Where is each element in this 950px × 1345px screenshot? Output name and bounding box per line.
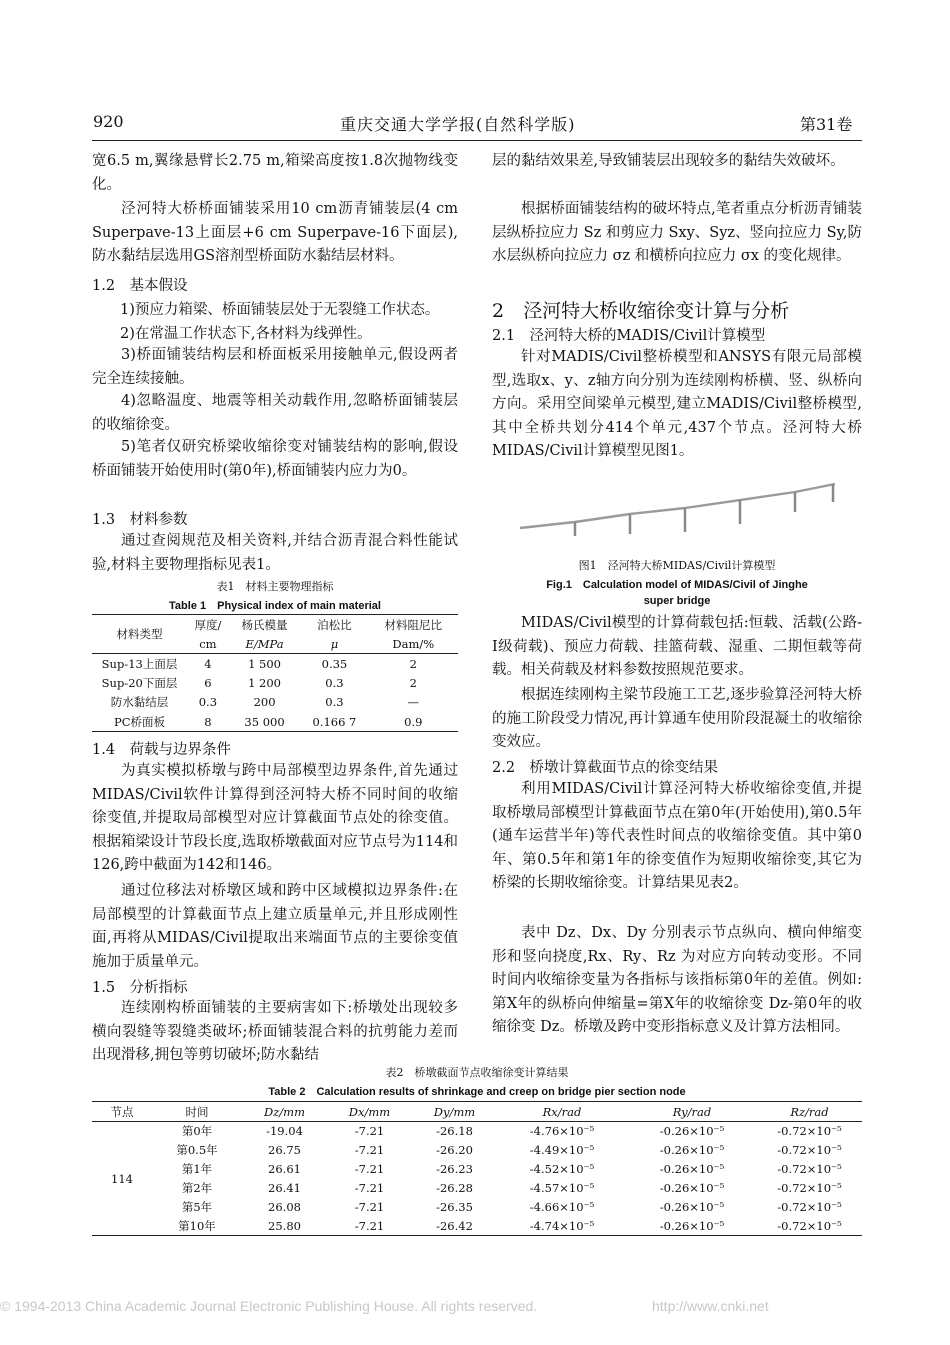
table2-cell: -26.28 bbox=[436, 1181, 473, 1195]
figure1-caption-en: Fig.1 Calculation model of MIDAS/Civil of Jinghe bbox=[546, 579, 808, 591]
table1-header: 厚度/ bbox=[194, 617, 222, 632]
table2-cell: -4.74×10⁻⁵ bbox=[529, 1218, 595, 1233]
table2-cell: -4.76×10⁻⁵ bbox=[529, 1124, 595, 1139]
table1-caption-en: Table 1 Physical index of main material bbox=[169, 600, 381, 612]
table1-cell: Sup-20下面层 bbox=[101, 675, 178, 690]
table2-cell: -7.21 bbox=[354, 1200, 385, 1214]
table2-header: 时间 bbox=[185, 1104, 209, 1119]
table1-cell: PC桥面板 bbox=[113, 714, 166, 729]
table1-header: 材料类型 bbox=[92, 615, 187, 654]
section-2-1-heading: 2.1 泾河特大桥的MADIS/Civil计算模型 bbox=[492, 328, 766, 344]
table2-cell: -0.72×10⁻⁵ bbox=[777, 1218, 842, 1233]
table2-row bbox=[92, 1160, 862, 1179]
table2-header: Dz/mm bbox=[264, 1104, 305, 1119]
bridge-girder bbox=[520, 484, 835, 528]
table2-cell: -0.26×10⁻⁵ bbox=[659, 1218, 725, 1233]
table2-caption-cn: 表2 桥墩截面节点收缩徐变计算结果 bbox=[385, 1066, 569, 1079]
table1-cell: 8 bbox=[204, 714, 212, 729]
table1-row bbox=[92, 673, 458, 693]
table1-cell: 1 500 bbox=[248, 656, 281, 671]
table2-cell: 26.41 bbox=[268, 1181, 301, 1195]
assumption-4: 4)忽略温度、地震等相关动载作用,忽略桥面铺装层的收缩徐变。 bbox=[92, 393, 458, 433]
assumption-1: 1)预应力箱梁、桥面铺装层处于无裂缝工作状态。 bbox=[120, 302, 440, 318]
model-para: 针对MADIS/Civil整桥模型和ANSYS有限元局部模型,选取x、y、z轴方向分别为连续刚构桥横、竖、纵桥向方向。采用空间梁单元模型,建立MADIS/Civil整桥模型,其中全桥共划分414个单元,437个节点。泾河特大桥MIDAS/Civil计算模型见图1。 bbox=[492, 349, 862, 460]
table2-cell: -4.57×10⁻⁵ bbox=[529, 1181, 595, 1195]
analysis-para: 连续刚构桥面铺装的主要病害如下:桥墩处出现较多横向裂缝等裂缝类破坏;桥面铺装混合料的抗剪能力差而出现滑移,拥包等剪切破坏;防水黏结 bbox=[92, 1000, 458, 1064]
right-para-0: 层的黏结效果差,导致铺装层出现较多的黏结失效破坏。 bbox=[492, 153, 845, 169]
table2-cell: -7.21 bbox=[354, 1124, 385, 1139]
table2-row bbox=[92, 1198, 862, 1217]
section-2-2-heading: 2.2 桥墩计算截面节点的徐变结果 bbox=[492, 760, 719, 776]
table1-cell: 0.166 7 bbox=[312, 714, 357, 729]
table2-cell: -19.04 bbox=[266, 1124, 303, 1139]
table2-row bbox=[92, 1141, 862, 1160]
table2-header: Rz/rad bbox=[790, 1104, 829, 1119]
table1-header-unit: cm bbox=[199, 636, 217, 651]
boundary-para-1: 为真实模拟桥墩与跨中局部模型边界条件,首先通过MIDAS/Civil软件计算得到泾河特大桥不同时间的收缩徐变值,并提取局部模型对应计算截面节点处的徐变值。根据箱梁设计节段长度,选取桥墩截面对应节点号为114和126,跨中截面为142和146。 bbox=[92, 763, 458, 874]
table2-cell: 第0.5年 bbox=[176, 1143, 218, 1157]
table1-cell: 2 bbox=[409, 656, 417, 671]
figure1-caption-en-2: super bridge bbox=[643, 595, 711, 607]
table1-cell: 防水黏结层 bbox=[110, 695, 169, 710]
assumption-3: 3)桥面铺装结构层和桥面板采用接触单元,假设两者完全连续接触。 bbox=[92, 347, 458, 387]
table1-cell: 0.9 bbox=[404, 714, 423, 729]
left-para-paving: 泾河特大桥桥面铺装采用10 cm沥青铺装层(4 cm Superpave-13上面层+6 cm Superpave-16下面层),防水黏结层选用GS溶剂型桥面防水黏结层材料。 bbox=[92, 201, 458, 265]
table2-cell: -4.66×10⁻⁵ bbox=[529, 1200, 595, 1214]
table2-header: Ry/rad bbox=[672, 1104, 712, 1119]
table2-node-cell: 114 bbox=[111, 1171, 133, 1186]
table1-header: 材料阻尼比 bbox=[384, 617, 443, 632]
materials-para: 通过查阅规范及相关资料,并结合沥青混合料性能试验,材料主要物理指标见表1。 bbox=[92, 533, 458, 573]
table1-cell: — bbox=[407, 695, 420, 710]
table2-row bbox=[92, 1122, 862, 1141]
table2-cell: 25.80 bbox=[268, 1218, 301, 1233]
table2-cell: 第10年 bbox=[178, 1218, 216, 1233]
table1-cell: 4 bbox=[204, 656, 212, 671]
table2-cell: -26.23 bbox=[436, 1162, 473, 1176]
table1-cell: 6 bbox=[204, 675, 212, 690]
table1-header: 杨氏模量 bbox=[241, 617, 288, 632]
bridge-model-figure bbox=[515, 478, 840, 540]
table2-cell: -0.72×10⁻⁵ bbox=[777, 1181, 842, 1195]
table2-header: Dx/mm bbox=[348, 1104, 391, 1119]
table2-header: Rx/rad bbox=[542, 1104, 582, 1119]
table1-cell: 0.35 bbox=[321, 656, 348, 671]
table1-cell: 1 200 bbox=[248, 675, 281, 690]
journal-title: 重庆交通大学学报(自然科学版) bbox=[340, 115, 576, 134]
loads-para: MIDAS/Civil模型的计算荷载包括:恒载、活载(公路-I级荷载)、预应力荷载、挂篮荷载、湿重、二期恒载等荷载。相关荷载及材料参数按照规范要求。 bbox=[492, 615, 862, 679]
definition-para: 表中 Dz、Dx、Dy 分别表示节点纵向、横向伸缩变形和竖向挠度,Rx、Ry、Rz 为对应方向转动变形。不同时间内收缩徐变量为各指标与该指标第0年的差值。例如:第X年的纵桥向伸缩量=第X年的收缩徐变 Dz-第0年的收缩徐变 Dz。桥墩及跨中变形指标意义及计算方法相同。 bbox=[492, 925, 862, 1036]
table2-cell: -0.72×10⁻⁵ bbox=[777, 1200, 842, 1214]
table2-cell: -26.18 bbox=[436, 1124, 473, 1139]
table1-cell: 0.3 bbox=[198, 695, 218, 710]
cnki-url[interactable]: http://www.cnki.net bbox=[652, 1298, 769, 1314]
table1-row bbox=[92, 693, 458, 713]
figure1-caption-cn: 图1 泾河特大桥MIDAS/Civil计算模型 bbox=[578, 559, 776, 572]
table2-cell: -7.21 bbox=[354, 1162, 385, 1176]
table2-cell: -0.26×10⁻⁵ bbox=[659, 1162, 725, 1176]
table1-cell: 0.3 bbox=[325, 675, 344, 690]
table1 bbox=[92, 614, 458, 732]
table1-row bbox=[92, 712, 458, 732]
table1-cell: 0.3 bbox=[325, 695, 344, 710]
table2-cell: -7.21 bbox=[354, 1218, 385, 1233]
section-1-4-heading: 1.4 荷载与边界条件 bbox=[92, 742, 232, 758]
header-rule bbox=[92, 140, 862, 141]
table2-cell: -0.26×10⁻⁵ bbox=[659, 1124, 725, 1139]
page-number: 920 bbox=[93, 112, 124, 131]
table2-cell: 26.75 bbox=[268, 1143, 301, 1157]
table2-cell: -7.21 bbox=[354, 1143, 385, 1157]
table2-cell: -0.26×10⁻⁵ bbox=[659, 1200, 725, 1214]
table2-header: 节点 bbox=[110, 1104, 134, 1119]
table2-cell: -26.42 bbox=[436, 1218, 473, 1233]
table2-cell: -26.20 bbox=[436, 1143, 473, 1157]
table2-row bbox=[92, 1217, 862, 1236]
table1-header: 泊松比 bbox=[317, 617, 352, 632]
volume-label: 第31卷 bbox=[800, 115, 853, 134]
results-para: 利用MIDAS/Civil计算泾河特大桥收缩徐变值,并提取桥墩局部模型计算截面节点在第0年(开始使用),第0.5年(通车运营半年)等代表性时间点的收缩徐变值。其中第0年、第0.5年和第1年的徐变值作为短期收缩徐变,其它为桥梁的长期收缩徐变。计算结果见表2。 bbox=[492, 781, 862, 892]
table2-cell: -4.49×10⁻⁵ bbox=[529, 1143, 595, 1157]
table2-cell: 26.61 bbox=[268, 1162, 301, 1176]
table1-header-unit: E/MPa bbox=[245, 636, 284, 651]
table2-cell: -0.26×10⁻⁵ bbox=[659, 1181, 725, 1195]
table2 bbox=[92, 1101, 862, 1236]
table2-cell: -7.21 bbox=[354, 1181, 385, 1195]
table2-cell: 26.08 bbox=[268, 1200, 301, 1214]
table2-cell: -0.72×10⁻⁵ bbox=[777, 1143, 842, 1157]
table2-cell: -26.35 bbox=[436, 1200, 473, 1214]
stage-para: 根据连续刚构主梁节段施工工艺,逐步验算泾河特大桥的施工阶段受力情况,再计算通车使用阶段混凝土的收缩徐变效应。 bbox=[492, 687, 862, 751]
assumption-2: 2)在常温工作状态下,各材料为线弹性。 bbox=[120, 326, 372, 342]
table2-row bbox=[92, 1179, 862, 1198]
section-1-3-heading: 1.3 材料参数 bbox=[92, 512, 188, 528]
table1-row bbox=[92, 654, 458, 674]
table1-header-unit: Dam/% bbox=[392, 636, 435, 651]
right-para-stress: 根据桥面铺装结构的破坏特点,笔者重点分析沥青铺装层纵桥拉应力 Sz 和剪应力 Sxy、Syz、竖向拉应力 Sy,防水层纵桥向拉应力 σz 和横桥向拉应力 σx 的变化规律。 bbox=[492, 201, 862, 265]
section-1-2-heading: 1.2 基本假设 bbox=[92, 278, 188, 294]
table2-cell: 第0年 bbox=[181, 1124, 213, 1139]
table1-cell: 200 bbox=[253, 695, 276, 710]
table2-cell: 第2年 bbox=[181, 1181, 213, 1195]
table1-cell: 2 bbox=[409, 675, 417, 690]
copyright-notice: © 1994-2013 China Academic Journal Electronic Publishing House. All rights reserved. bbox=[0, 1298, 538, 1314]
table2-cell: 第5年 bbox=[181, 1200, 213, 1214]
table2-cell: -0.72×10⁻⁵ bbox=[777, 1124, 842, 1139]
table1-cell: 35 000 bbox=[244, 714, 285, 729]
table2-caption-en: Table 2 Calculation results of shrinkage and creep on bridge pier section node bbox=[268, 1086, 686, 1098]
left-para-0: 宽6.5 m,翼缘悬臂长2.75 m,箱梁高度按1.8次抛物线变化。 bbox=[92, 153, 458, 193]
table2-cell: -0.72×10⁻⁵ bbox=[777, 1162, 842, 1176]
table1-cell: Sup-13上面层 bbox=[101, 656, 178, 671]
table1-caption-cn: 表1 材料主要物理指标 bbox=[216, 580, 334, 593]
table2-cell: -4.52×10⁻⁵ bbox=[529, 1162, 595, 1176]
assumption-5: 5)笔者仅研究桥梁收缩徐变对铺装结构的影响,假设桥面铺装开始使用时(第0年),桥面铺装内应力为0。 bbox=[92, 439, 458, 479]
table1-header-unit: μ bbox=[330, 636, 339, 651]
section-2-heading: 2 泾河特大桥收缩徐变计算与分析 bbox=[492, 300, 790, 322]
section-1-5-heading: 1.5 分析指标 bbox=[92, 980, 188, 996]
table2-header: Dy/mm bbox=[433, 1104, 476, 1119]
table2-cell: -0.26×10⁻⁵ bbox=[659, 1143, 725, 1157]
table2-cell: 第1年 bbox=[181, 1162, 213, 1176]
boundary-para-2: 通过位移法对桥墩区域和跨中区域模拟边界条件:在局部模型的计算截面节点上建立质量单元,并且形成刚性面,再将从MIDAS/Civil提取出来端面节点的主要徐变值施加于质量单元。 bbox=[92, 883, 458, 970]
